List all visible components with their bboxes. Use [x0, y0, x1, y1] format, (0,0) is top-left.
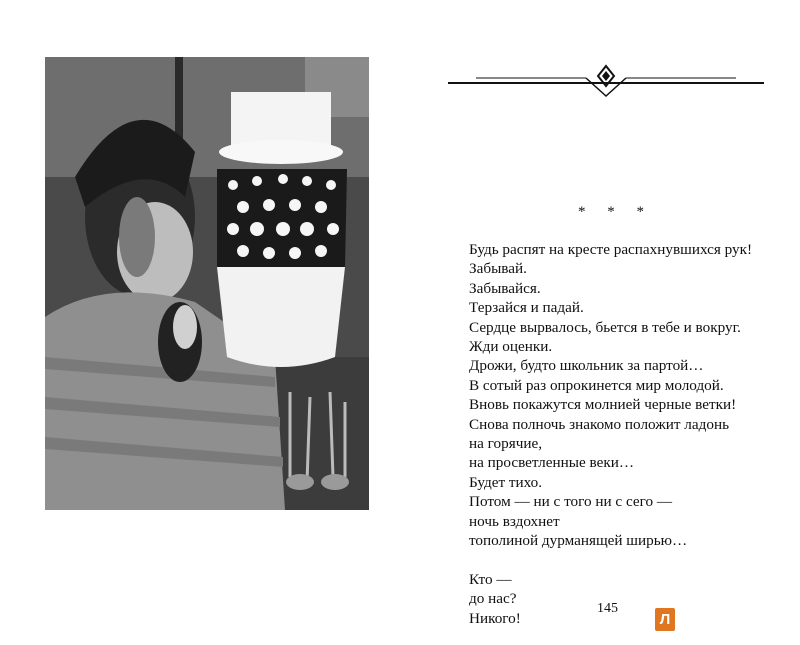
poem-text	[469, 240, 752, 628]
poem-line: Никого!	[469, 609, 521, 627]
poem-line: Кто —	[469, 570, 512, 588]
poem-line: на горячие,	[469, 435, 542, 453]
poem-line: ночь вздохнет	[469, 512, 560, 530]
poem-line: Забывай.	[469, 260, 527, 278]
poem-line: Терзайся и падай.	[469, 299, 584, 317]
poem-separator: * * *	[578, 204, 653, 220]
poem-line: Будет тихо.	[469, 473, 543, 491]
poem-line: Сердце вырвалось, бьется в тебе и вокруг.	[469, 318, 741, 336]
stanza-gap	[469, 551, 752, 570]
poem-line: Вновь покажутся молнией черные ветки!	[469, 396, 737, 414]
decorative-ornament	[448, 62, 764, 103]
poem-line: Потом — ни с того ни с сего —	[469, 493, 673, 511]
poem-line: тополиной дурманящей ширью…	[469, 532, 688, 550]
poem-line: Жди оценки.	[469, 338, 553, 356]
poem-line: Будь распят на кресте распахнувшихся рук!	[469, 241, 753, 258]
poem-line: Снова полночь знакомо положит ладонь	[469, 415, 729, 433]
poem-line: Забывайся.	[469, 279, 541, 297]
page-number: 145	[597, 601, 618, 616]
poem-line: до нас?	[469, 590, 517, 608]
publisher-logo-icon: Л	[655, 608, 675, 631]
author-photo	[45, 57, 369, 510]
poem-line: Дрожи, будто школьник за партой…	[469, 357, 704, 375]
poem-line: на просветленные веки…	[469, 454, 635, 472]
poem-line: В сотый раз опрокинется мир молодой.	[469, 376, 724, 394]
